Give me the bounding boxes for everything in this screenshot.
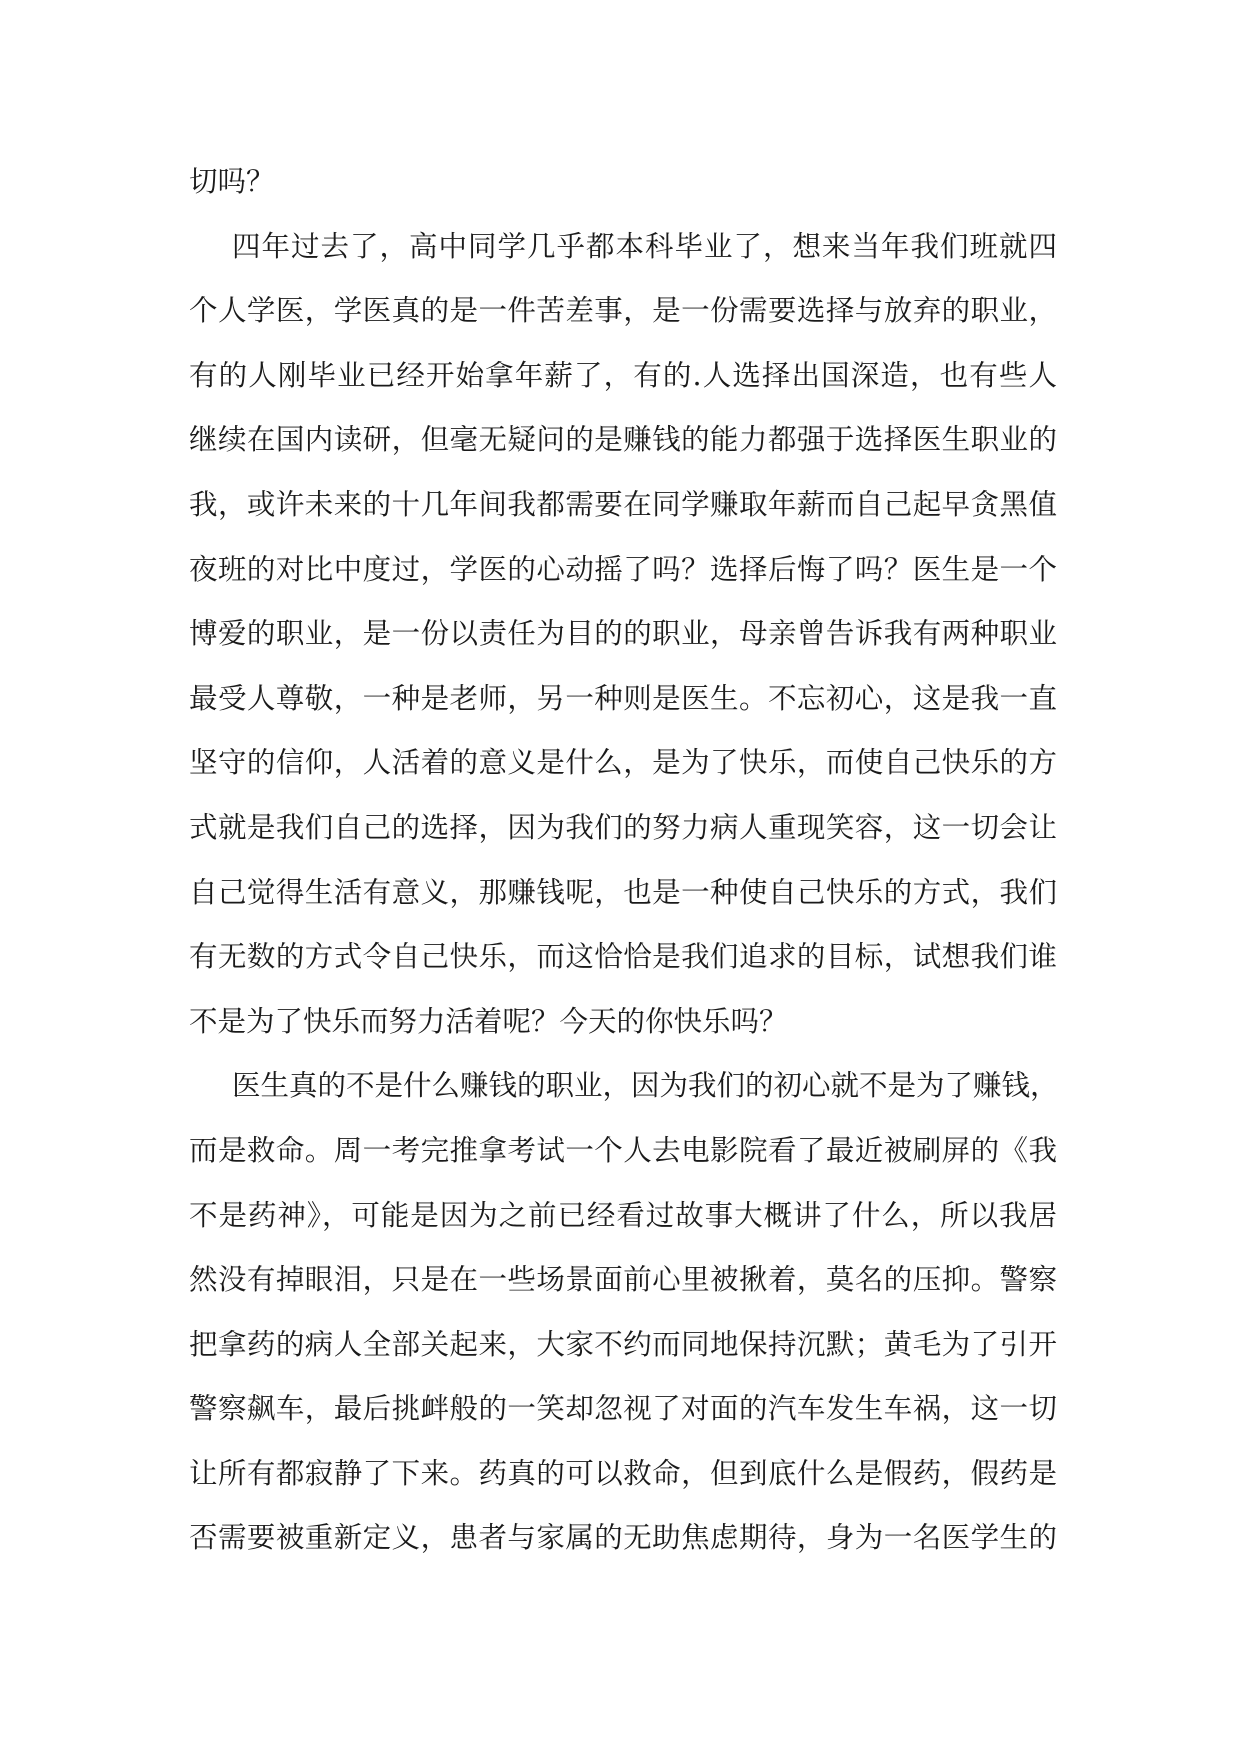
text-line: 不是为了快乐而努力活着呢？今天的你快乐吗？ <box>189 1004 788 1038</box>
text-line: 不是药神》，可能是因为之前已经看过故事大概讲了什么，所以我居 <box>189 1198 1057 1232</box>
text-line: 有无数的方式令自己快乐，而这恰恰是我们追求的目标，试想我们谁 <box>189 940 1057 974</box>
text-line: 否需要被重新定义，患者与家属的无助焦虑期待，身为一名医学生的 <box>189 1521 1057 1555</box>
text-line: 继续在国内读研，但毫无疑问的是赚钱的能力都强于选择医生职业的 <box>189 423 1057 457</box>
text-line: 有的人刚毕业已经开始拿年薪了，有的.人选择出国深造，也有些人 <box>189 358 1057 392</box>
text-line: 切吗？ <box>189 165 275 198</box>
text-line: 医生真的不是什么赚钱的职业，因为我们的初心就不是为了赚钱， <box>232 1069 1059 1103</box>
text-line: 自己觉得生活有意义，那赚钱呢，也是一种使自己快乐的方式，我们 <box>189 875 1057 909</box>
text-line: 警察飙车，最后挑衅般的一笑却忽视了对面的汽车发生车祸，这一切 <box>189 1392 1057 1426</box>
text-line: 博爱的职业，是一份以责任为目的的职业，母亲曾告诉我有两种职业 <box>189 617 1057 651</box>
text-line: 夜班的对比中度过，学医的心动摇了吗？选择后悔了吗？医生是一个 <box>189 552 1057 586</box>
text-line: 坚守的信仰，人活着的意义是什么，是为了快乐，而使自己快乐的方 <box>189 746 1057 780</box>
text-line: 而是救命。周一考完推拿考试一个人去电影院看了最近被刷屏的《我 <box>189 1133 1057 1167</box>
text-line: 个人学医，学医真的是一件苦差事，是一份需要选择与放弃的职业， <box>189 294 1057 328</box>
body-text <box>189 150 1057 1571</box>
text-line: 我，或许未来的十几年间我都需要在同学赚取年薪而自己起早贪黑值 <box>189 487 1057 521</box>
text-line: 最受人尊敬，一种是老师，另一种则是医生。不忘初心，这是我一直 <box>189 681 1057 715</box>
text-line: 式就是我们自己的选择，因为我们的努力病人重现笑容，这一切会让 <box>189 810 1057 844</box>
text-line: 让所有都寂静了下来。药真的可以救命，但到底什么是假药，假药是 <box>189 1456 1057 1490</box>
text-line: 四年过去了，高中同学几乎都本科毕业了，想来当年我们班就四 <box>232 229 1057 263</box>
text-line: 然没有掉眼泪，只是在一些场景面前心里被揪着，莫名的压抑。警察 <box>189 1263 1057 1297</box>
text-line: 把拿药的病人全部关起来，大家不约而同地保持沉默；黄毛为了引开 <box>189 1327 1057 1361</box>
